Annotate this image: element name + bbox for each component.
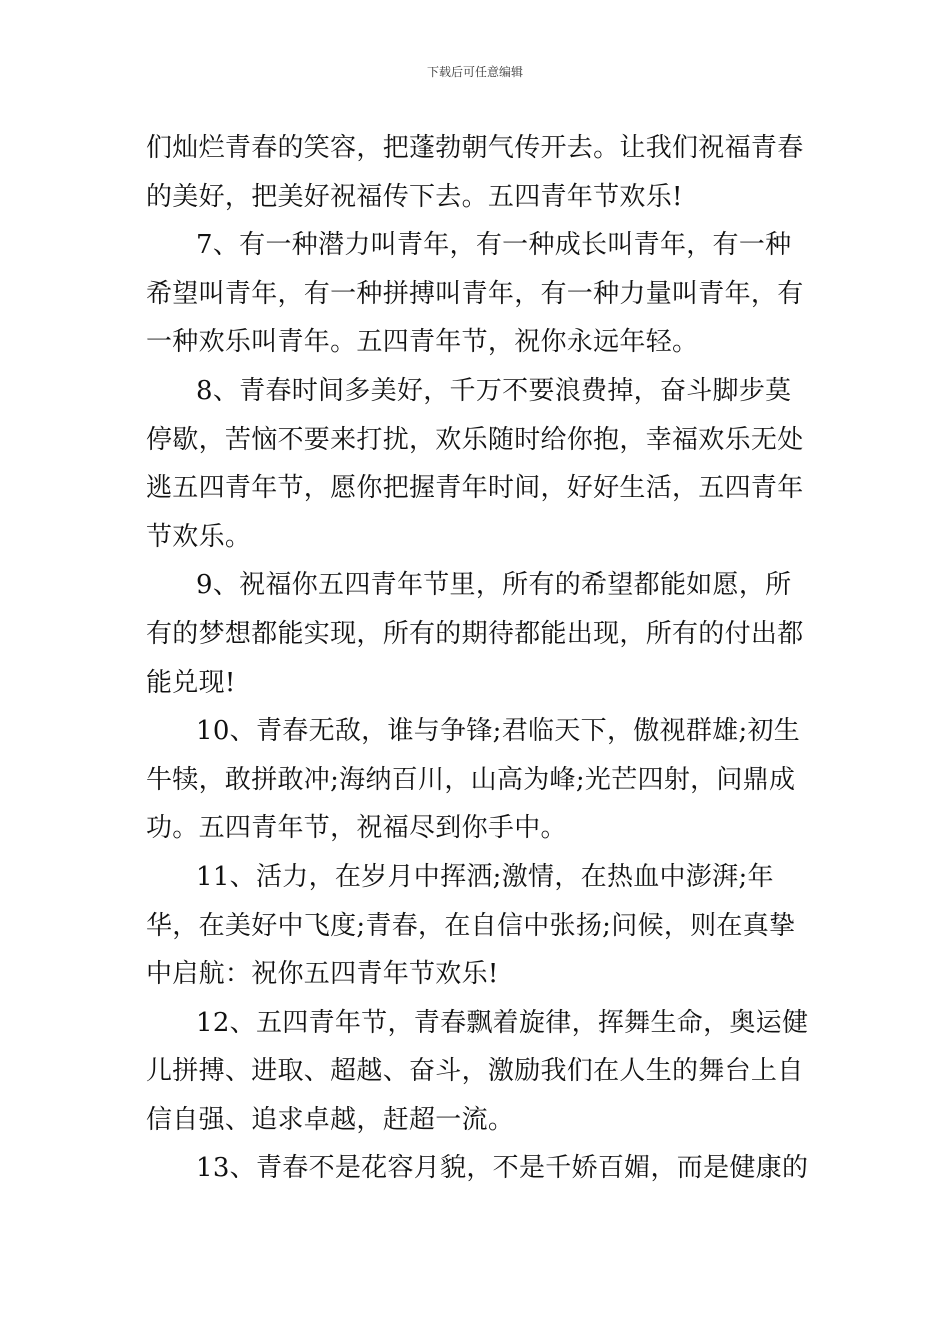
paragraph-item-12: 12、五四青年节，青春飘着旋律，挥舞生命，奥运健儿拼搏、进取、超越、奋斗，激励我们在人生的舞台上自信自强、追求卓越，赶超一流。: [146, 1007, 809, 1135]
page-header-note: 下载后可任意编辑: [426, 65, 523, 79]
paragraph-item-7: 7、有一种潜力叫青年，有一种成长叫青年，有一种希望叫青年，有一种拼搏叫青年，有一种力量叫青年，有一种欢乐叫青年。五四青年节，祝你永远年轻。: [146, 230, 804, 358]
paragraph-item-11: 11、活力，在岁月中挥洒;激情，在热血中澎湃;年华，在美好中飞度;青春，在自信中张扬;问候，则在真挚中启航：祝你五四青年节欢乐!: [146, 861, 796, 990]
paragraph-item-8: 8、青春时间多美好，千万不要浪费掉，奋斗脚步莫停歇，苦恼不要来打扰，欢乐随时给你抱，幸福欢乐无处逃五四青年节，愿你把握青年时间，好好生活，五四青年节欢乐。: [146, 375, 804, 552]
paragraph-item-13: 13、青春不是花容月貌，不是千娇百媚，而是健康的: [196, 1153, 809, 1184]
paragraph-item-9: 9、祝福你五四青年节里，所有的希望都能如愿，所有的梦想都能实现，所有的期待都能出现，所有的付出都能兑现!: [146, 570, 804, 698]
paragraph-continuation: 们灿烂青春的笑容，把蓬勃朝气传开去。让我们祝福青春的美好，把美好祝福传下去。五四青年节欢乐!: [146, 133, 804, 212]
document-body: [146, 124, 810, 1193]
paragraph-item-10: 10、青春无敌，谁与争锋;君临天下，傲视群雄;初生牛犊，敢拼敢冲;海纳百川，山高为峰;光芒四射，问鼎成功。五四青年节，祝福尽到你手中。: [146, 716, 801, 844]
